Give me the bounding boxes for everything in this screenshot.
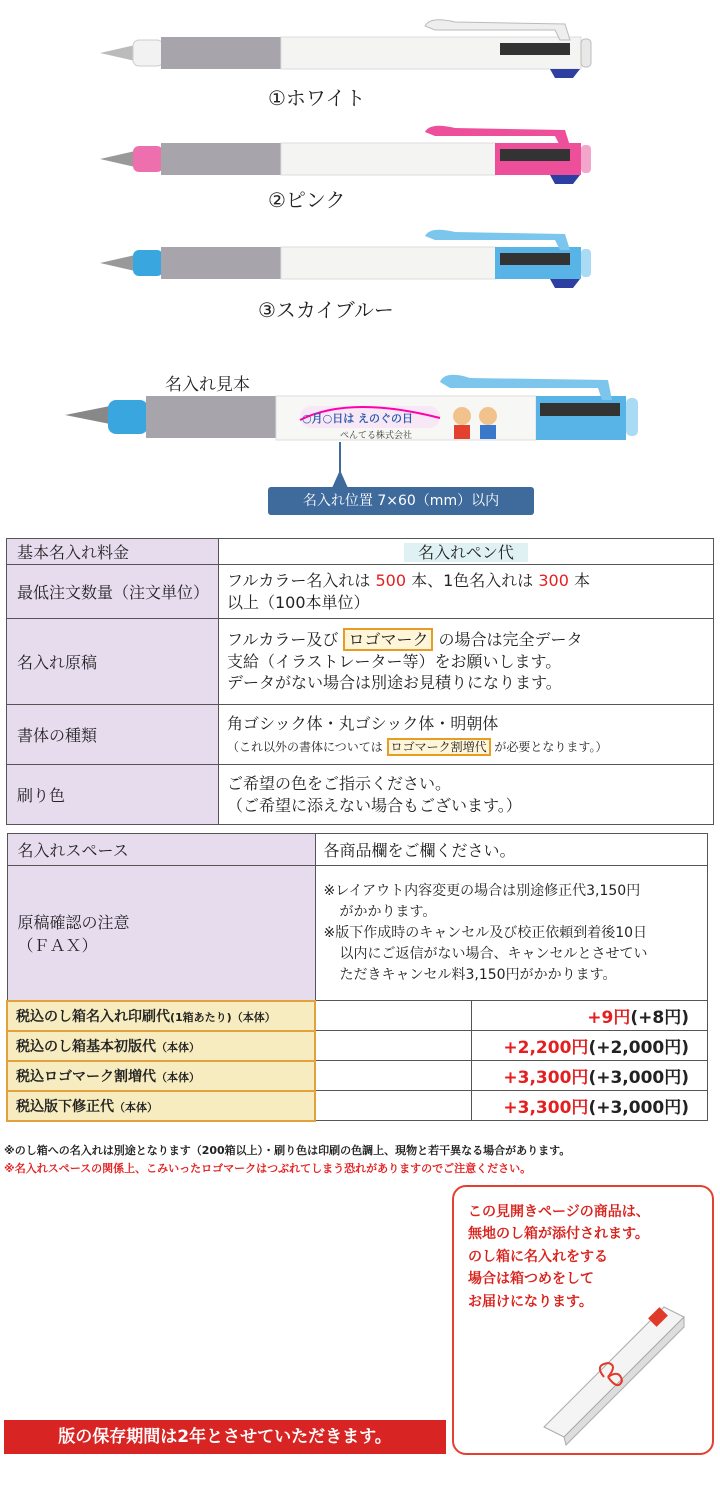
manuscript-value: フルカラー及び ロゴマーク の場合は完全データ 支給（イラストレーター等）をお願いします。 データがない場合は別途お見積りになります。 [219,619,714,705]
table-header-value: 名入れペン代 [404,543,528,562]
pen-white-image [95,12,615,82]
color-label-pink: ②ピンク [268,188,346,212]
noshi-box-notice [452,1185,714,1455]
note-logo-warning: ※名入れスペースの関係上、こみいったロゴマークはつぶれてしまう恐れがありますのでご注意ください。 [4,1162,532,1175]
min-order-label: 最低注文数量（注文単位） [7,565,219,619]
logo-surcharge-badge: ロゴマーク割増代 [387,738,491,756]
sample-logo-line2: ぺんてる株式会社 [340,431,413,441]
logo-mark-badge: ロゴマーク [343,628,433,651]
proof-label: 原稿確認の注意 （ＦＡＸ） [7,866,315,1001]
note-noshi-box: ※のし箱への名入れは別途となります（200箱以上）・刷り色は印刷の色調上、現物と若干異なる場合があります。 [4,1144,571,1157]
print-color-label: 刷り色 [7,765,219,825]
space-value: 各商品欄をご欄ください。 [315,834,708,866]
fonts-value: 角ゴシック体・丸ゴシック体・明朝体 （これ以外の書体については ロゴマーク割増代 が必要となります。） [219,705,714,765]
space-label: 名入れスペース [7,834,315,866]
color-label-skyblue: ③スカイブルー [258,298,394,322]
notice-text: この見開きページの商品は、 無地のし箱が添付されます。 のし箱に名入れをする 場合は箱つめをして お届けになります。 [468,1204,650,1310]
fonts-label: 書体の種類 [7,705,219,765]
table-header-label: 基本名入れ料金 [7,539,219,565]
print-color-value: ご希望の色をご指示ください。 （ご希望に添えない場合もございます。） [219,765,714,825]
color-label-white: ①ホワイト [268,86,366,110]
fee-row: 税込ロゴマーク割増代（本体） +3,300円(+3,000円) [7,1061,708,1091]
pricing-table [6,538,714,825]
pen-skyblue-image [95,222,615,292]
proof-value: ※レイアウト内容変更の場合は別途修正代3,150円 がかかります。 ※版下作成時のキャンセル及び校正依頼到着後10日 以内にご返信がない場合、キャンセルとさせてい ただきキャンセル料3,150円がかかります。 [315,866,708,1001]
pen-pink-image [95,118,615,188]
sample-logo-line1: ○月○日は えのぐの日 [302,412,414,425]
noshi-box-image [534,1287,704,1447]
manuscript-label: 名入れ原稿 [7,619,219,705]
name-position-callout: 名入れ位置 7×60（mm）以内 [268,487,534,515]
fee-row: 税込のし箱基本初版代（本体） +2,200円(+2,000円) [7,1031,708,1061]
proof-and-fees-table [6,833,708,1122]
fee-row: 税込版下修正代（本体） +3,300円(+3,000円) [7,1091,708,1121]
min-order-value: フルカラー名入れは 500 本、1色名入れは 300 本 以上（100本単位） [219,565,714,619]
sample-title: 名入れ見本 [165,375,250,395]
retention-banner: 版の保存期間は2年とさせていただきます。 [4,1420,446,1454]
fee-row: 税込のし箱名入れ印刷代(1箱あたり)（本体） +9円(+8円) [7,1001,708,1031]
